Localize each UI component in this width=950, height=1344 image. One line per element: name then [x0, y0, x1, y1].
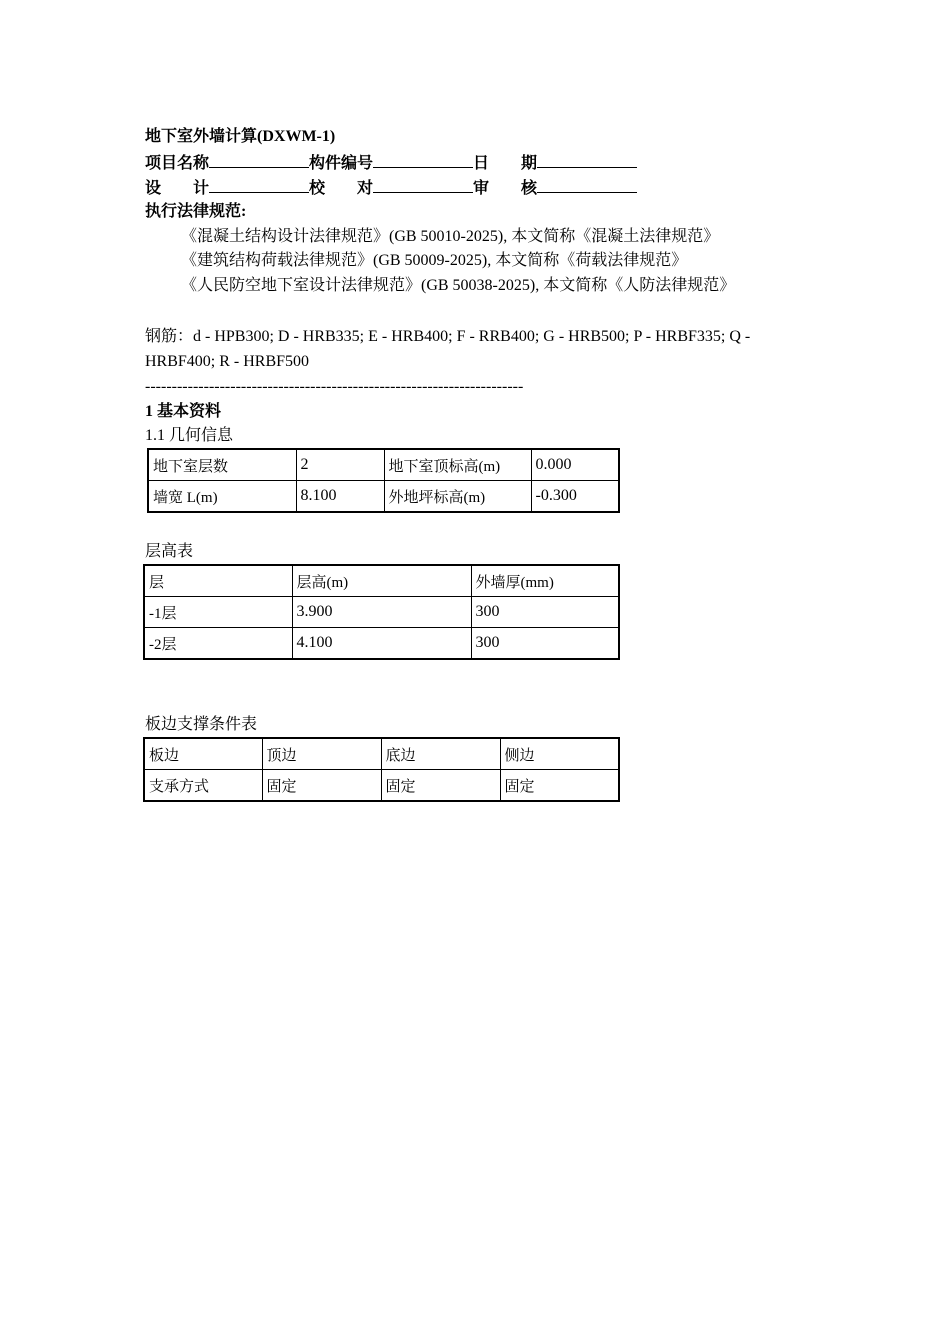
table-row [148, 449, 619, 481]
geometry-table [147, 448, 620, 513]
table-cell: -2层 [144, 628, 292, 660]
date-blank[interactable] [537, 151, 637, 168]
divider-line: ----------------------------------------------------------------------- [145, 378, 524, 395]
date-label: 日 期 [473, 155, 538, 172]
support-condition-table [143, 737, 620, 802]
table-cell: 外地坪标高(m) [384, 481, 531, 513]
table-header-cell: 板边 [144, 738, 262, 770]
checker-blank[interactable] [373, 176, 473, 193]
table-header-cell: 层高(m) [292, 565, 471, 597]
table-row [144, 770, 619, 802]
table-cell: -1层 [144, 597, 292, 628]
table-header-cell: 侧边 [500, 738, 619, 770]
header-row-2 [145, 176, 637, 200]
project-name-blank[interactable] [209, 151, 309, 168]
table-header-cell: 顶边 [262, 738, 381, 770]
header-row-1 [145, 151, 637, 175]
table-cell: 0.000 [531, 449, 619, 481]
table-row [144, 565, 619, 597]
table-cell: 地下室顶标高(m) [384, 449, 531, 481]
floor-table-caption: 层高表 [145, 543, 194, 560]
component-id-blank[interactable] [373, 151, 473, 168]
code-item-2: 《建筑结构荷载法律规范》(GB 50009-2025), 本文简称《荷载法律规范》 [181, 252, 688, 269]
table-cell: 300 [471, 628, 619, 660]
codes-heading: 执行法律规范: [145, 203, 247, 220]
table-cell: 4.100 [292, 628, 471, 660]
component-id-label: 构件编号 [309, 155, 374, 172]
document-title [145, 126, 335, 148]
subsection-heading: 1.1 几何信息 [145, 427, 234, 444]
table-cell: 8.100 [296, 481, 384, 513]
table-cell: -0.300 [531, 481, 619, 513]
table-cell: 固定 [381, 770, 500, 802]
table-row [148, 481, 619, 513]
support-table-caption: 板边支撑条件表 [145, 716, 258, 733]
table-cell: 2 [296, 449, 384, 481]
section-heading: 1 基本资料 [145, 403, 222, 420]
table-cell: 固定 [262, 770, 381, 802]
floor-height-table [143, 564, 620, 660]
designer-label: 设 计 [145, 180, 210, 197]
table-header-cell: 底边 [381, 738, 500, 770]
table-header-cell: 层 [144, 565, 292, 597]
reviewer-blank[interactable] [537, 176, 637, 193]
table-row [144, 738, 619, 770]
table-row [144, 628, 619, 660]
code-item-3: 《人民防空地下室设计法律规范》(GB 50038-2025), 本文简称《人防法律规范》 [181, 277, 736, 294]
table-cell: 固定 [500, 770, 619, 802]
reviewer-label: 审 核 [473, 180, 538, 197]
code-item-1: 《混凝土结构设计法律规范》(GB 50010-2025), 本文简称《混凝土法律规范》 [181, 228, 720, 245]
table-cell: 支承方式 [144, 770, 262, 802]
table-cell: 墙宽 L(m) [148, 481, 296, 513]
table-cell: 300 [471, 597, 619, 628]
title-text: 地下室外墙计算(DXWM-1) [145, 128, 336, 145]
checker-label: 校 对 [309, 180, 374, 197]
table-cell: 地下室层数 [148, 449, 296, 481]
table-header-cell: 外墙厚(mm) [471, 565, 619, 597]
table-row [144, 597, 619, 628]
table-cell: 3.900 [292, 597, 471, 628]
project-name-label: 项目名称 [145, 155, 210, 172]
rebar-line-1: 钢筋：d - HPB300; D - HRB335; E - HRB400; F - RRB400; G - HRB500; P - HRBF335; Q - [145, 328, 751, 345]
rebar-line-2: HRBF400; R - HRBF500 [145, 353, 310, 370]
designer-blank[interactable] [209, 176, 309, 193]
